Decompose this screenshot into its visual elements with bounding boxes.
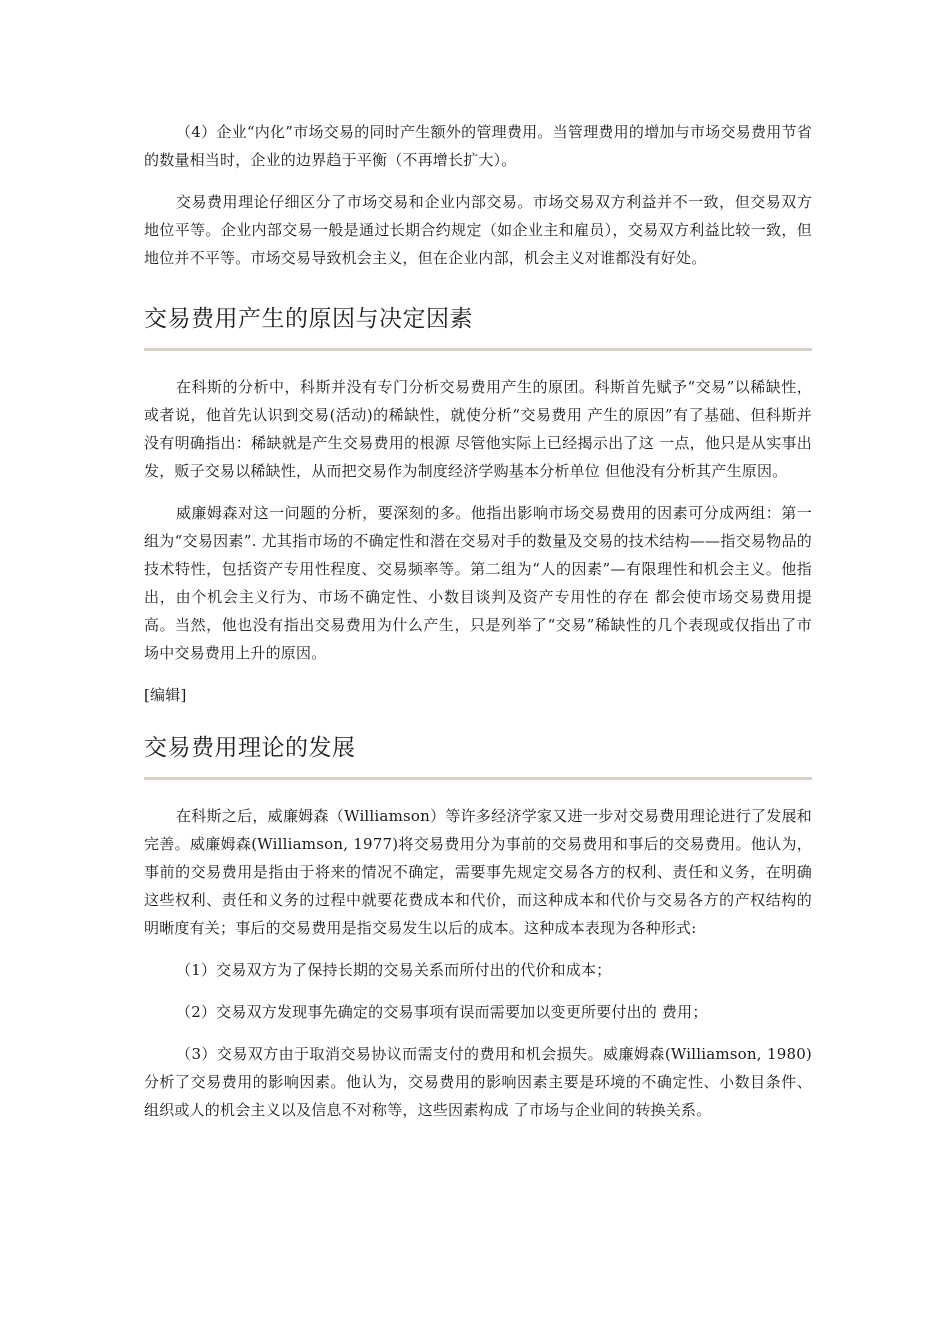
edit-link[interactable]: [编辑]: [144, 686, 187, 704]
list-item-cost-2: （2）交易双方发现事先确定的交易事项有误而需要加以变更所要付出的 费用；: [176, 1003, 708, 1021]
section-title-development: 交易费用理论的发展: [144, 731, 812, 780]
paragraph-coase-analysis: 在科斯的分析中，科斯并没有专门分析交易费用产生的原团。科斯首先赋予“交易”以稀缺性，或者说，他首先认识到交易(活动)的稀缺性，就使分析“交易费用 产生的原因”有了基础、但科斯并没有明确指出：稀缺就是产生交易费用的根源 尽管他实际上已经揭示出了这 一点，他只是从实事出发，贩子交易以稀缺性，从而把交易作为制度经济学购基本分析单位 但他没有分析其产生原因。: [144, 378, 812, 480]
list-item-cost-1: （1）交易双方为了保持长期的交易关系而所付出的代价和成本；: [176, 961, 612, 979]
paragraph-internalization: （4）企业“内化”市场交易的同时产生额外的管理费用。当管理费用的增加与市场交易费用节省的数量相当时，企业的边界趋于平衡（不再增长扩大）。: [144, 123, 812, 169]
paragraph-development-intro: 在科斯之后，威廉姆森（Williamson）等许多经济学家又进一步对交易费用理论进行了发展和完善。威廉姆森(Williamson, 1977)将交易费用分为事前的交易费用和事后的交易费用。他认为，事前的交易费用是指由于将来的情况不确定，需要事先规定交易各方的权利、责任和义务，在明确这些权利、责任和义务的过程中就要花费成本和代价，而这种成本和代价与交易各方的产权结构的明晰度有关；事后的交易费用是指交易发生以后的成本。这种成本表现为各种形式:: [144, 807, 812, 937]
document-page: [144, 118, 812, 1138]
paragraph-market-vs-internal: 交易费用理论仔细区分了市场交易和企业内部交易。市场交易双方利益并不一致，但交易双方地位平等。企业内部交易一般是通过长期合约规定（如企业主和雇员），交易双方利益比较一致，但地位并不平等。市场交易导致机会主义，但在企业内部，机会主义对谁都没有好处。: [144, 193, 812, 267]
paragraph-williamson-factors: 威廉姆森对这一问题的分析，要深刻的多。他指出影响市场交易费用的因素可分成两组：第一组为“交易因素”. 尤其指市场的不确定性和潜在交易对手的数量及交易的技术结构——指交易物品的技术特性，包括资产专用性程度、交易频率等。第二组为“人的因素”—有限理性和机会主义。他指出，由个机会主义行为、市场不确定性、小数目谈判及资产专用性的存在 都会使市场交易费用提高。当然，他也没有指出交易费用为什么产生，只是列举了“交易”稀缺性的几个表现或仅指出了市场中交易费用上升的原因。: [144, 504, 812, 662]
list-item-cost-3: （3）交易双方由于取消交易协议而需支付的费用和机会损失。威廉姆森(Williamson, 1980)分析了交易费用的影响因素。他认为，交易费用的影响因素主要是环境的不确定性、小数目条件、组织或人的机会主义以及信息不对称等，这些因素构成 了市场与企业间的转换关系。: [144, 1045, 812, 1119]
section-title-causes: 交易费用产生的原因与决定因素: [144, 302, 812, 351]
